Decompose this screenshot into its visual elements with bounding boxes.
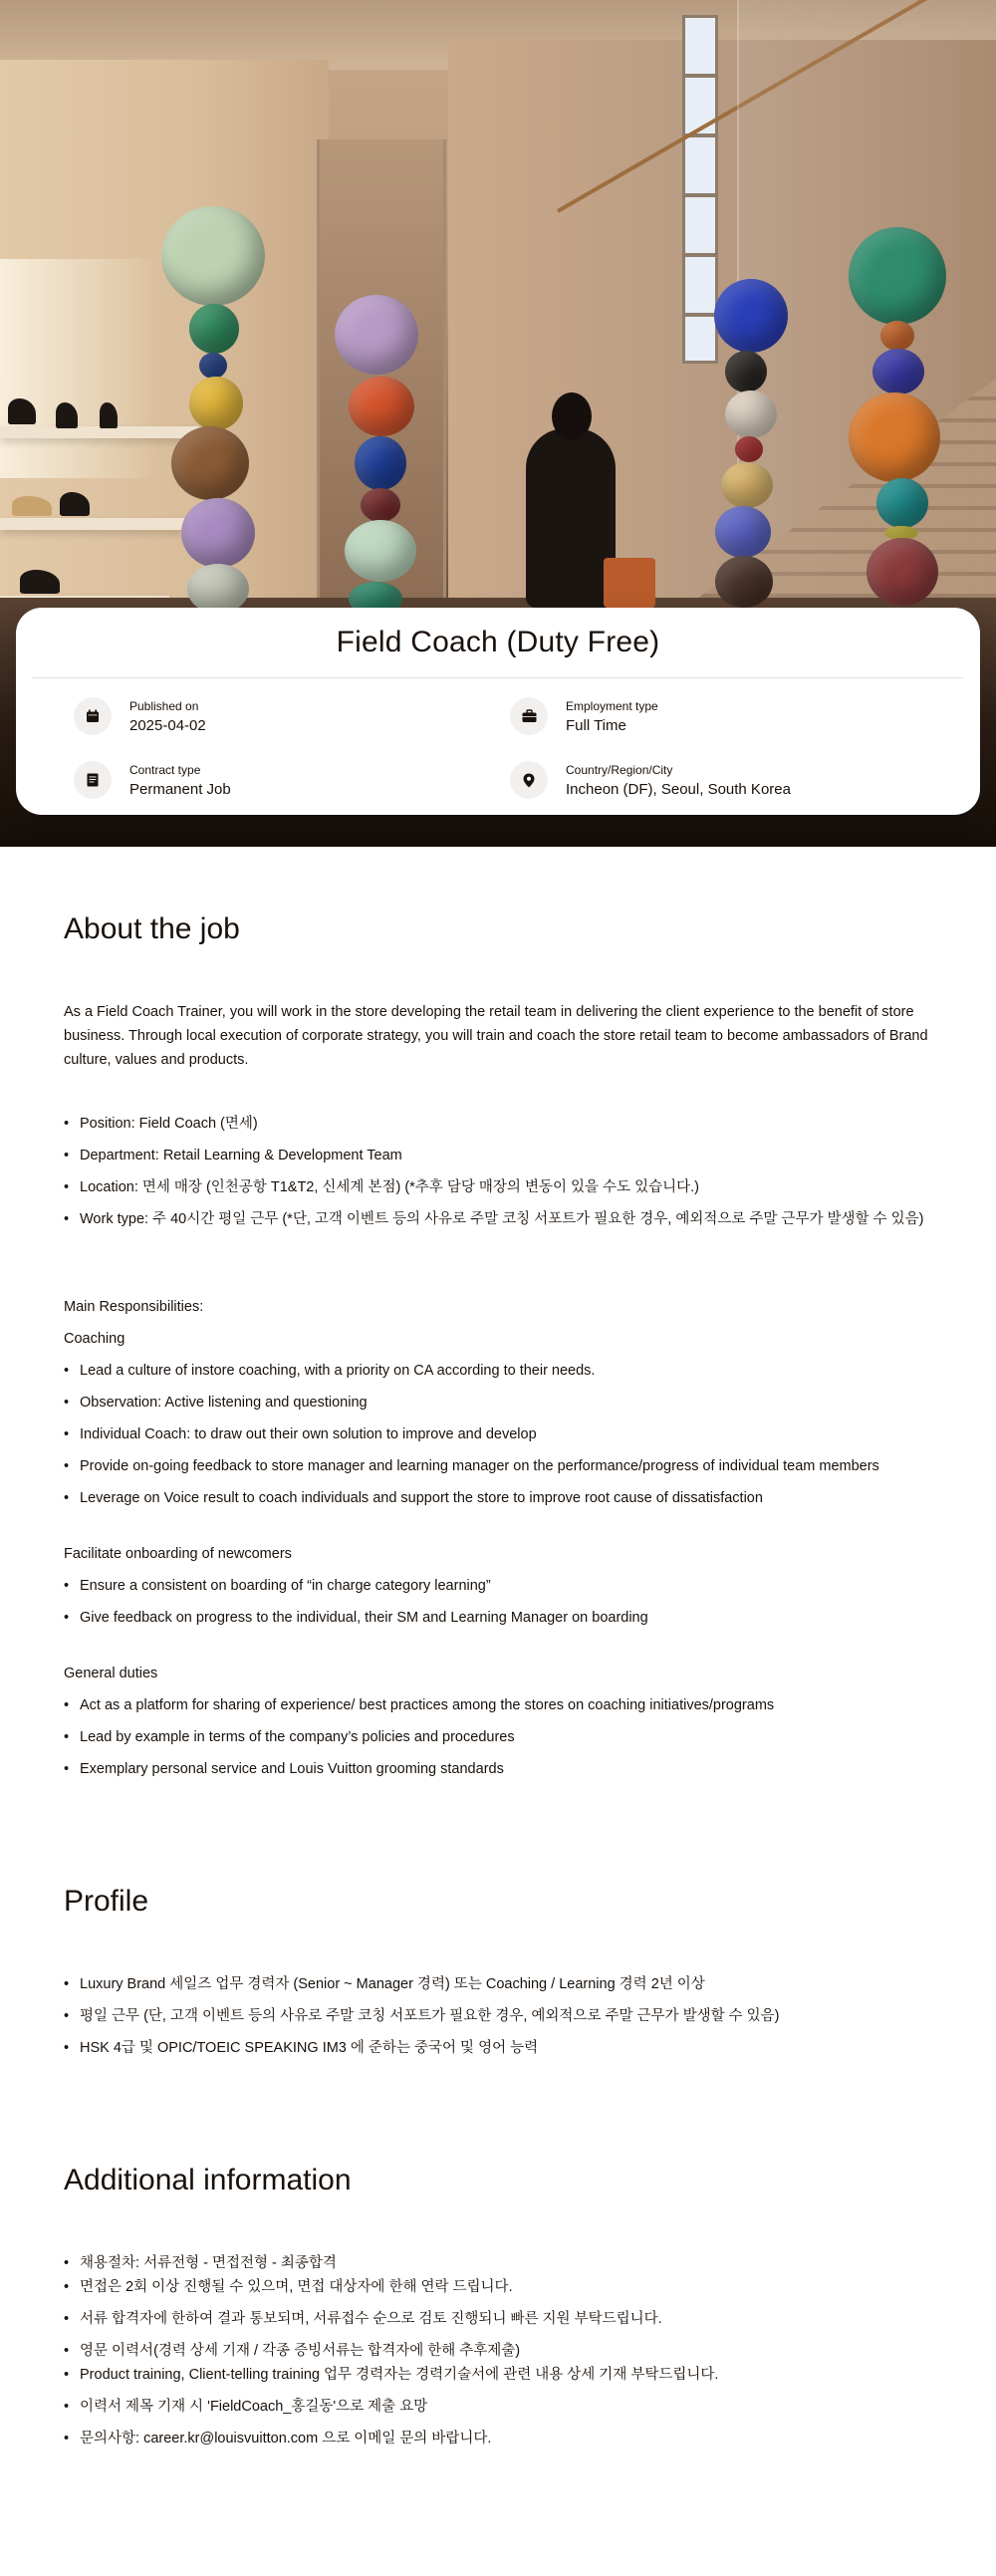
list-item: • Individual Coach: to draw out their own solution to improve and develop [64,1422,932,1446]
sculpture-sphere [189,377,243,430]
sculpture-sphere [721,462,773,508]
list-item: • Position: Field Coach (면세) [64,1112,932,1136]
meta-value: Full Time [566,717,626,734]
job-title: Field Coach (Duty Free) [336,626,660,658]
list-item: • 이력서 제목 기재 시 'FieldCoach_홍길동'으로 제출 요망 [64,2395,932,2419]
published-on [74,693,492,741]
responsibilities-title: Main Responsibilities: [64,1299,204,1315]
additional-heading: Additional information [64,2164,352,2196]
list-item: • Act as a platform for sharing of experience/ best practices among the stores on coaching initiatives/programs [64,1693,932,1717]
location [510,757,928,805]
sculpture-sphere [345,520,416,582]
list-item: • HSK 4급 및 OPIC/TOEIC SPEAKING IM3 에 준하는 중국어 및 영어 능력 [64,2036,932,2060]
calendar-icon [74,697,112,735]
about-intro: As a Field Coach Trainer, you will work in the store developing the retail team in delivering the client experience to the benefit of store business. Through local execution of corporate strategy, you will train and coach the store retail team to become ambassadors of Brand culture, values and products. [64,1004,928,1068]
sculpture-sphere [725,351,767,392]
list-item: • Ensure a consistent on boarding of “in charge category learning” [64,1574,932,1598]
coaching-title: Coaching [64,1331,125,1347]
list-item: • Exemplary personal service and Louis Vuitton grooming standards [64,1757,932,1781]
person-silhouette [526,428,616,608]
list-item: • 채용절차: 서류전형 - 면접전형 - 최종합격 [64,2251,932,2275]
general-title: General duties [64,1666,158,1681]
sculpture-sphere [849,392,940,482]
meta-value: Permanent Job [129,781,231,798]
meta-value: 2025-04-02 [129,717,206,734]
location-pin-icon [510,761,548,799]
list-item: • Lead by example in terms of the company’s policies and procedures [64,1725,932,1749]
shelf [0,518,184,530]
list-item: • 서류 합격자에 한하여 결과 통보되며, 서류접수 순으로 검토 진행되니 빠른 지원 부탁드립니다. [64,2307,932,2331]
sculpture-sphere [714,279,788,353]
list-item: • Provide on-going feedback to store manager and learning manager on the performance/progress of individual team members [64,1454,932,1478]
meta-label: Employment type [566,699,658,713]
sculpture-sphere [189,304,239,354]
job-summary-card [16,608,980,815]
sculpture-sphere [715,506,771,558]
sculpture-sphere [355,436,406,490]
list-item: • Work type: 주 40시간 평일 근무 (*단, 고객 이벤트 등의 사유로 주말 코칭 서포트가 필요한 경우, 예외적으로 주말 근무가 발생할 수 있음) [64,1207,932,1231]
shelf [0,426,199,438]
sculpture-sphere [181,498,255,568]
sculpture-sphere [849,227,946,325]
document-icon [74,761,112,799]
sculpture-sphere [361,488,400,522]
sculpture-sphere [161,206,265,306]
list-item: • Luxury Brand 세일즈 업무 경력자 (Senior ~ Manager 경력) 또는 Coaching / Learning 경력 2년 이상 [64,1972,932,1996]
briefcase-icon [510,697,548,735]
profile-heading: Profile [64,1885,149,1918]
list-item: • Lead a culture of instore coaching, with a priority on CA according to their needs. [64,1359,932,1383]
list-item: • 문의사항: career.kr@louisvuitton.com 으로 이메일 문의 바랍니다. [64,2427,932,2450]
list-item: • Leverage on Voice result to coach individuals and support the store to improve root cause of dissatisfaction [64,1486,932,1510]
sculpture-sphere [199,353,227,379]
sculpture-sphere [867,538,938,606]
onboarding-title: Facilitate onboarding of newcomers [64,1546,292,1562]
meta-label: Contract type [129,763,201,777]
list-item: • Give feedback on progress to the individual, their SM and Learning Manager on boarding [64,1606,932,1630]
list-item: • Department: Retail Learning & Development Team [64,1144,932,1167]
sculpture-sphere [880,321,914,351]
sculpture-sphere [735,436,763,462]
list-item: • 평일 근무 (단, 고객 이벤트 등의 사유로 주말 코칭 서포트가 필요한 경우, 예외적으로 주말 근무가 발생할 수 있음) [64,2004,932,2028]
sculpture-sphere [715,556,773,608]
list-item: • Product training, Client-telling training 업무 경력자는 경력기술서에 관련 내용 상세 기재 부탁드립니다. [64,2363,932,2387]
employment-type [510,693,928,741]
list-item: • 영문 이력서(경력 상세 기재 / 각종 증빙서류는 합격자에 한해 추후제출) [64,2339,932,2363]
sculpture-sphere [725,390,777,438]
about-heading: About the job [64,912,240,945]
shopping-bag [604,558,655,608]
meta-value: Incheon (DF), Seoul, South Korea [566,781,791,798]
meta-label: Country/Region/City [566,763,673,777]
sculpture-sphere [872,349,924,394]
meta-label: Published on [129,699,199,713]
window [682,15,718,364]
list-item: • Location: 면세 매장 (인천공항 T1&T2, 신세계 본점) (*추후 담당 매장의 변동이 있을 수도 있습니다.) [64,1175,932,1199]
sculpture-sphere [876,478,928,528]
sculpture-sphere [349,377,414,436]
sculpture-sphere [187,564,249,614]
sculpture-sphere [335,295,418,375]
divider [32,677,964,678]
contract-type [74,757,492,805]
hero-image [0,0,996,847]
list-item: • 면접은 2회 이상 진행될 수 있으며, 면접 대상자에 한해 연락 드립니다. [64,2275,932,2299]
shoe-display-wall [0,60,329,618]
sculpture-sphere [171,426,249,500]
list-item: • Observation: Active listening and questioning [64,1391,932,1415]
